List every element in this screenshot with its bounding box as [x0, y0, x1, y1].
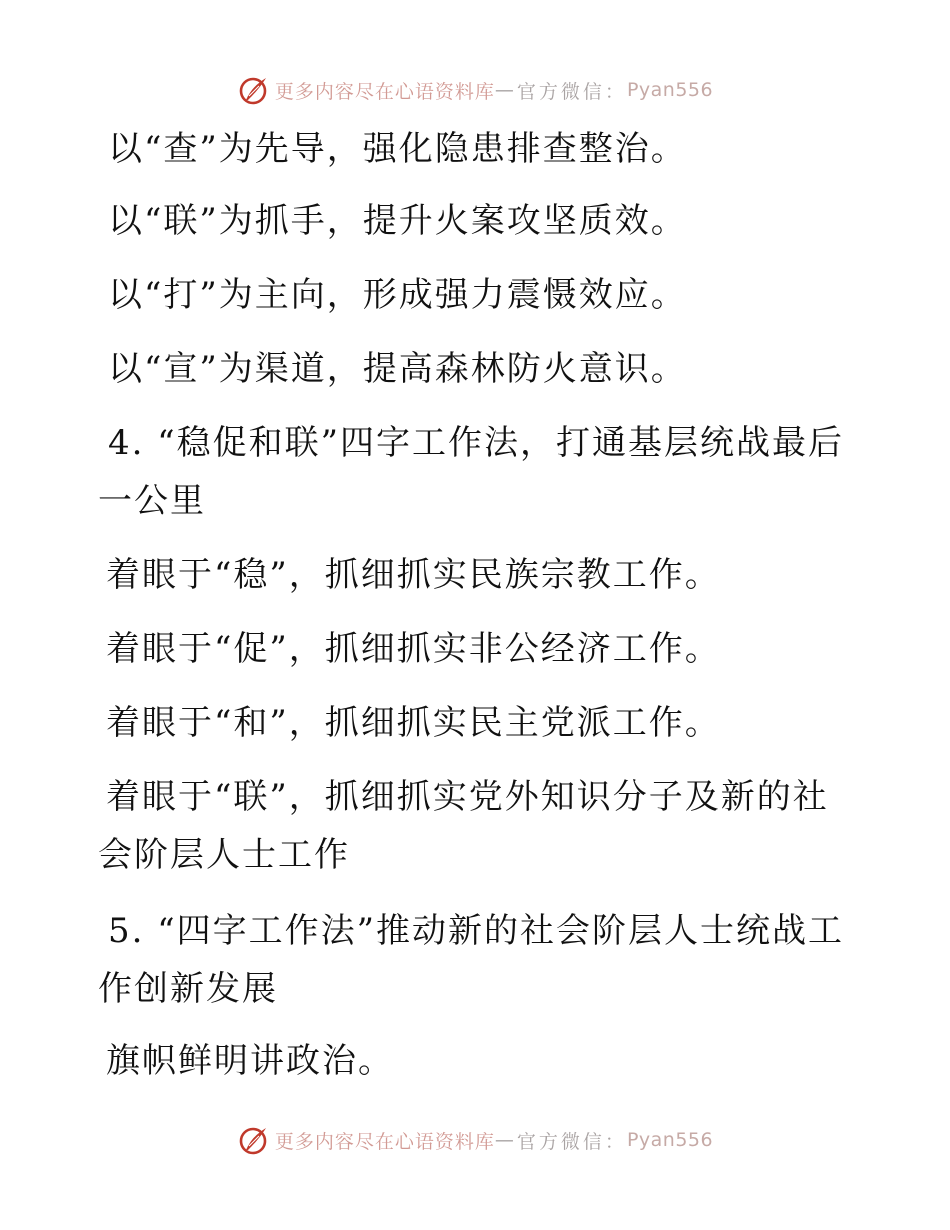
header-watermark	[0, 70, 950, 110]
watermark-separator: —	[494, 1129, 517, 1151]
paragraph-line: 旗帜鲜明讲政治。	[106, 1041, 394, 1081]
watermark-wechat-id: Pyan556	[626, 79, 714, 101]
watermark-brand: 更多内容尽在心语资料库	[274, 80, 495, 103]
paragraph-line: 着眼于“和”，抓细抓实民主党派工作。	[106, 703, 721, 743]
section-heading-line: 4. “稳促和联”四字工作法，打通基层统战最后	[108, 423, 845, 463]
paragraph-line: 着眼于“促”，抓细抓实非公经济工作。	[106, 629, 721, 669]
watermark-brand: 更多内容尽在心语资料库	[274, 1130, 495, 1153]
watermark-wechat-id: Pyan556	[626, 1129, 714, 1151]
paragraph-line: 着眼于“联”，抓细抓实党外知识分子及新的社	[106, 777, 829, 817]
paragraph-line: 以“查”为先导，强化隐患排查整治。	[108, 129, 687, 169]
paragraph-line: 以“联”为抓手，提升火案攻坚质效。	[108, 201, 687, 241]
watermark-official-label: 官方微信：	[516, 1130, 627, 1153]
paragraph-line: 以“打”为主向，形成强力震慑效应。	[108, 275, 687, 315]
section-heading-line: 5. “四字工作法”推动新的社会阶层人士统战工	[108, 911, 845, 951]
paragraph-line: 以“宣”为渠道，提高森林防火意识。	[108, 349, 687, 389]
section-heading-line: 一公里	[98, 481, 206, 521]
paragraph-line: 着眼于“稳”，抓细抓实民族宗教工作。	[106, 555, 721, 595]
feather-logo-icon	[237, 1124, 269, 1156]
section-heading-line: 作创新发展	[98, 969, 278, 1009]
watermark-official-label: 官方微信：	[516, 80, 627, 103]
footer-watermark	[0, 1120, 950, 1160]
feather-logo-icon	[237, 74, 269, 106]
paragraph-line: 会阶层人士工作	[98, 835, 350, 875]
watermark-separator: —	[494, 79, 517, 101]
